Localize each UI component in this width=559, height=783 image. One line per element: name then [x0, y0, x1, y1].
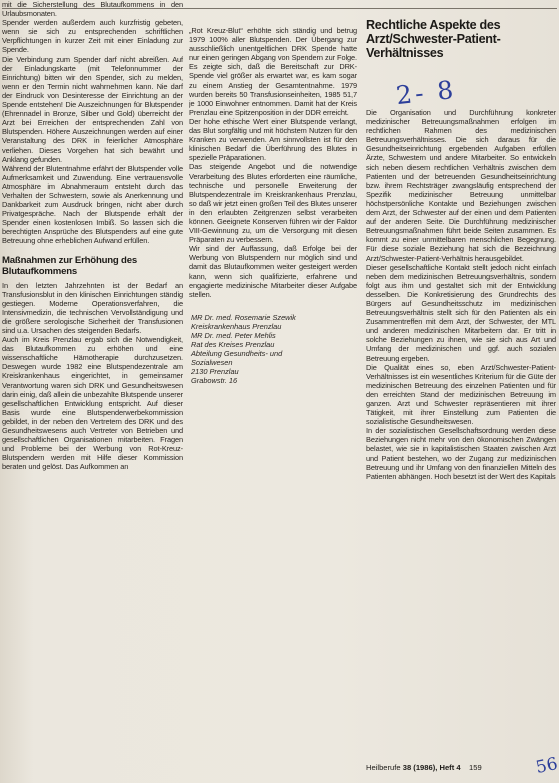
column-2: [189, 26, 357, 764]
col1-paragraph: Die Verbindung zum Spender darf nicht abreißen. Auf der Einladungskarte (mit Telefonnummer der Einrichtung) bitten wir den Spender, sich zu melden, wenn er den Termin nicht wahrnehmen kann. Nie darf der Eindruck von Desinteresse der Einrichtung an der Spende entstehen! Die Auszeichnungen für Blutspender (Ehrennadel in Bronze, Silber und Gold) überreicht der Arzt bei Erreichen der entsprechenden Zahl von Blutspenden. Höhere Auszeichnungen werden auf einer Veranstaltung des DRK in feierlicher Atmosphäre verliehen. Dieses Vorgehen hat sich bewährt und Anklang gefunden.: [2, 54, 183, 164]
col1-paragraph: Spender werden außerdem auch kurzfristig gebeten, wenn sie sich zu entsprechenden schriftlichen Verpflichtungen in kurzer Zeit mit einer Einladung zur Spende.: [2, 18, 183, 55]
footer-issue: 38 (1986), Heft 4: [402, 763, 461, 772]
address-line: Grabowstr. 16: [191, 376, 238, 386]
page-footer: [366, 763, 534, 773]
col1-paragraph: In den letzten Jahrzehnten ist der Bedarf an Transfusionsblut in den klinischen Einrichtungen ständig gestiegen. Moderne Operationsverfahren, die Intensivmedizin, die technischen Vervollständigung und die größere serologische Sicherheit der Transfusionen sind u.a. Ursachen des steigenden Bedarfs.: [2, 280, 183, 335]
col2-paragraph: Das steigende Angebot und die notwendige Verarbeitung des Blutes erforderten eine räumliche, technische und personelle Erweiterung der Blutspendezentrale im Kreiskrankenhaus Prenzlau, so daß wir jetzt einen großen Teil des Blutes unserer in den erlaubten Zeitgrenzen selbst verarbeiten können. Geeignete Konserven führen wir der Faktor VIII-Gewinnung zu, um die Versorgung mit diesen Präparaten zu verbessern.: [189, 162, 357, 245]
handwritten-corner-mark: 56: [534, 753, 559, 779]
address-line: Abteilung Gesundheits- und: [191, 349, 283, 359]
footer-page-number: 159: [469, 763, 482, 772]
handwritten-annotation: 2- 8: [394, 74, 458, 111]
col1-paragraph: mit die Sicherstellung des Blutaufkommens in den Urlaubsmonaten.: [2, 0, 183, 19]
footer-publication: Heilberufe: [366, 763, 401, 772]
column-1: [2, 0, 183, 764]
address-line: Kreiskrankenhaus Prenzlau: [191, 321, 282, 331]
section-heading-blutaufkommen: Maßnahmen zur Erhöhung des Blutaufkommens: [2, 254, 137, 277]
address-line: Sozialwesen: [191, 358, 233, 368]
col2-paragraph: „Rot Kreuz-Blut“ erhöhte sich ständig und betrug 1979 100% aller Blutspenden. Der Übergang zur ausschließlich unentgeltlichen DRK Spende hatte nur einen geringen Abgang von Spendern zur Folge. Es zeigte sich, daß die Bereitschaft zur DRK-Spende viel größer als erwartet war, es kam sogar zu einem Anstieg der Gesamtentnahme. 1979 wurden bereits 50 Transfusionseinheiten, 1985 51,7 je 1000 Einwohner entnommen. Damit hat der Kreis Prenzlau eine Spitzenposition in der DDR erreicht.: [189, 26, 357, 117]
author-address: [189, 313, 357, 386]
column-3: [366, 18, 556, 764]
col3-paragraph: In der sozialistischen Gesellschaftsordnung werden diese Beziehungen nicht mehr von den ökonomischen Zwängen belastet, wie sie in kapitalistischen Staaten zwischen Arzt und Patient bestehen, wo der Zugang zur medizinischen Betreuung und ihr Umfang von den finanziellen Mitteln des Patienten abhängen. Hoch besetzt ist der Wert des Kapitals: [366, 426, 556, 481]
article-title: Rechtliche Aspekte des Arzt/Schwester-Patient-Verhältnisses: [366, 18, 501, 60]
address-line: MR Dr. med. Peter Mehlis: [191, 331, 276, 340]
col2-paragraph: Der hohe ethische Wert einer Blutspende verlangt, das Blut sorgfältig und mit höchstem Nutzen für den Kranken zu verwenden. Am sinnvollsten ist für den klinischen Bedarf die Überführung des Blutes in spezielle Präparationen.: [189, 116, 357, 163]
col3-paragraph: Dieser gesellschaftliche Kontakt stellt jedoch nicht einfach neben dem medizinischen Betreuungsverhältnis, sondern folgt aus ihm und gestaltet sich mit der Entwicklung desselben. Die Konkretisierung des Grundrechts des Bürgers auf Gesundheitsschutz im medizinischen Betreuungsverhältnis stellt sich für den Patienten als ein Zusammentreffen mit dem Arzt, der Schwester, der MTL und anderen medizinischen Mitarbeitern dar. Er tritt in solche Beziehungen zu ihnen, wie sie sich aus Art und Umfang der medizinischen und ggf. auch sozialen Betreuung ergeben.: [366, 262, 556, 363]
col1-paragraph: Auch im Kreis Prenzlau ergab sich die Notwendigkeit, das Blutaufkommen zu erhöhen und eine wissenschaftliche Hämotherapie durchzusetzen. Deswegen wurde 1982 eine Blutspendezentrale am Kreiskrankenhaus eingerichtet, in gemeinsamer Verantwortung waren sich DRK und Gesundheitswesen darin einig, daß allein die unbezahlte Blutspende unserer gesellschaftlichen Entwicklung entspricht. Auf dieser Basis wurde eine Blutspenderwerbekommission gebildet, in der neben den Vertretern des DRK und des Gesundheitswesens auch Vertreter von Betrieben und gesellschaftlichen Organisationen mitarbeiten. Fragen und Probleme bei der Werbung von Rot-Kreuz-Blutspendern werden mit Hilfe dieser Kommission beraten und gelöst. Das Aufkommen an: [2, 335, 183, 472]
address-line: Rat des Kreises Prenzlau: [191, 340, 275, 350]
col2-paragraph: Wir sind der Auffassung, daß Erfolge bei der Werbung von Blutspendern nur möglich sind und damit das Blutaufkommen weiter gesteigert werden kann, wenn sich qualifizierte, erfahrene und engagierte medizinische Mitarbeiter dieser Aufgabe stellen.: [189, 244, 357, 299]
address-line: MR Dr. med. Rosemarie Szewik: [191, 312, 296, 322]
col1-paragraph: Während der Blutentnahme erfährt der Blutspender volle Aufmerksamkeit und Zuwendung. Eine vertrauensvolle Atmosphäre im Abnahmeraum entsteht durch das Verhalten der Schwestern, sowie als Anerkennung und Dankbarkeit zum Ausdruck bringen, nicht aber durch Privatgespräche. Nach der Blutspende erhält der Spender einen kostenlosen Imbiß. So lassen sich die berechtigten Ansprüche des Blutspenders auf eine gute Betreuung ohne erheblichen Aufwand erfüllen.: [2, 163, 183, 246]
col3-paragraph: Die Qualität eines so, eben Arzt/Schwester-Patient-Verhältnisses ist ein wesentliches Kriterium für die Güte der medizinischen Betreuung des einzelnen Patienten und für den erreichten Stand der medizinischen Betreuung im ganzen. Arzt und Schwester repräsentieren mit ihrer Tätigkeit, mit ihrer Einstellung zum Patienten die sozialistische Gesundheitswesen.: [366, 362, 556, 427]
address-line: 2130 Prenzlau: [191, 367, 239, 377]
col3-paragraph: Die Organisation und Durchführung konkreter medizinischer Betreuungsmaßnahmen erfolgen im rechtlichen Rahmen des medizinischen Betreuungsverhältnisses. Die sich daraus für die Gesundheitseinrichtung ergebenden Aufgaben erfüllen Ärzte, Schwestern und andere Mitarbeiter. So entwickeln sich neben diesem rechtlichen Verhältnis zwischen dem Patienten und der betreuenden Gesundheitseinrichtung bzw. ihrem Rechtsträger zwangsläufig entsprechend der Spezifik medizinischer Betreuung unmittelbar höchstpersönliche Kontakte und Beziehungen zwischen dem Arzt, der Schwester auf der einen und dem Patienten auf der anderen Seite. Die Durchführung medizinischer Betreuungsmaßnahmen führt beide Seiten zusammen. Es kommt zu einer unmittelbaren menschlichen Begegnung. Für diese soziale Beziehung hat sich die Bezeichnung Arzt/Schwester-Patient-Verhältnis herausgebildet.: [366, 108, 556, 263]
